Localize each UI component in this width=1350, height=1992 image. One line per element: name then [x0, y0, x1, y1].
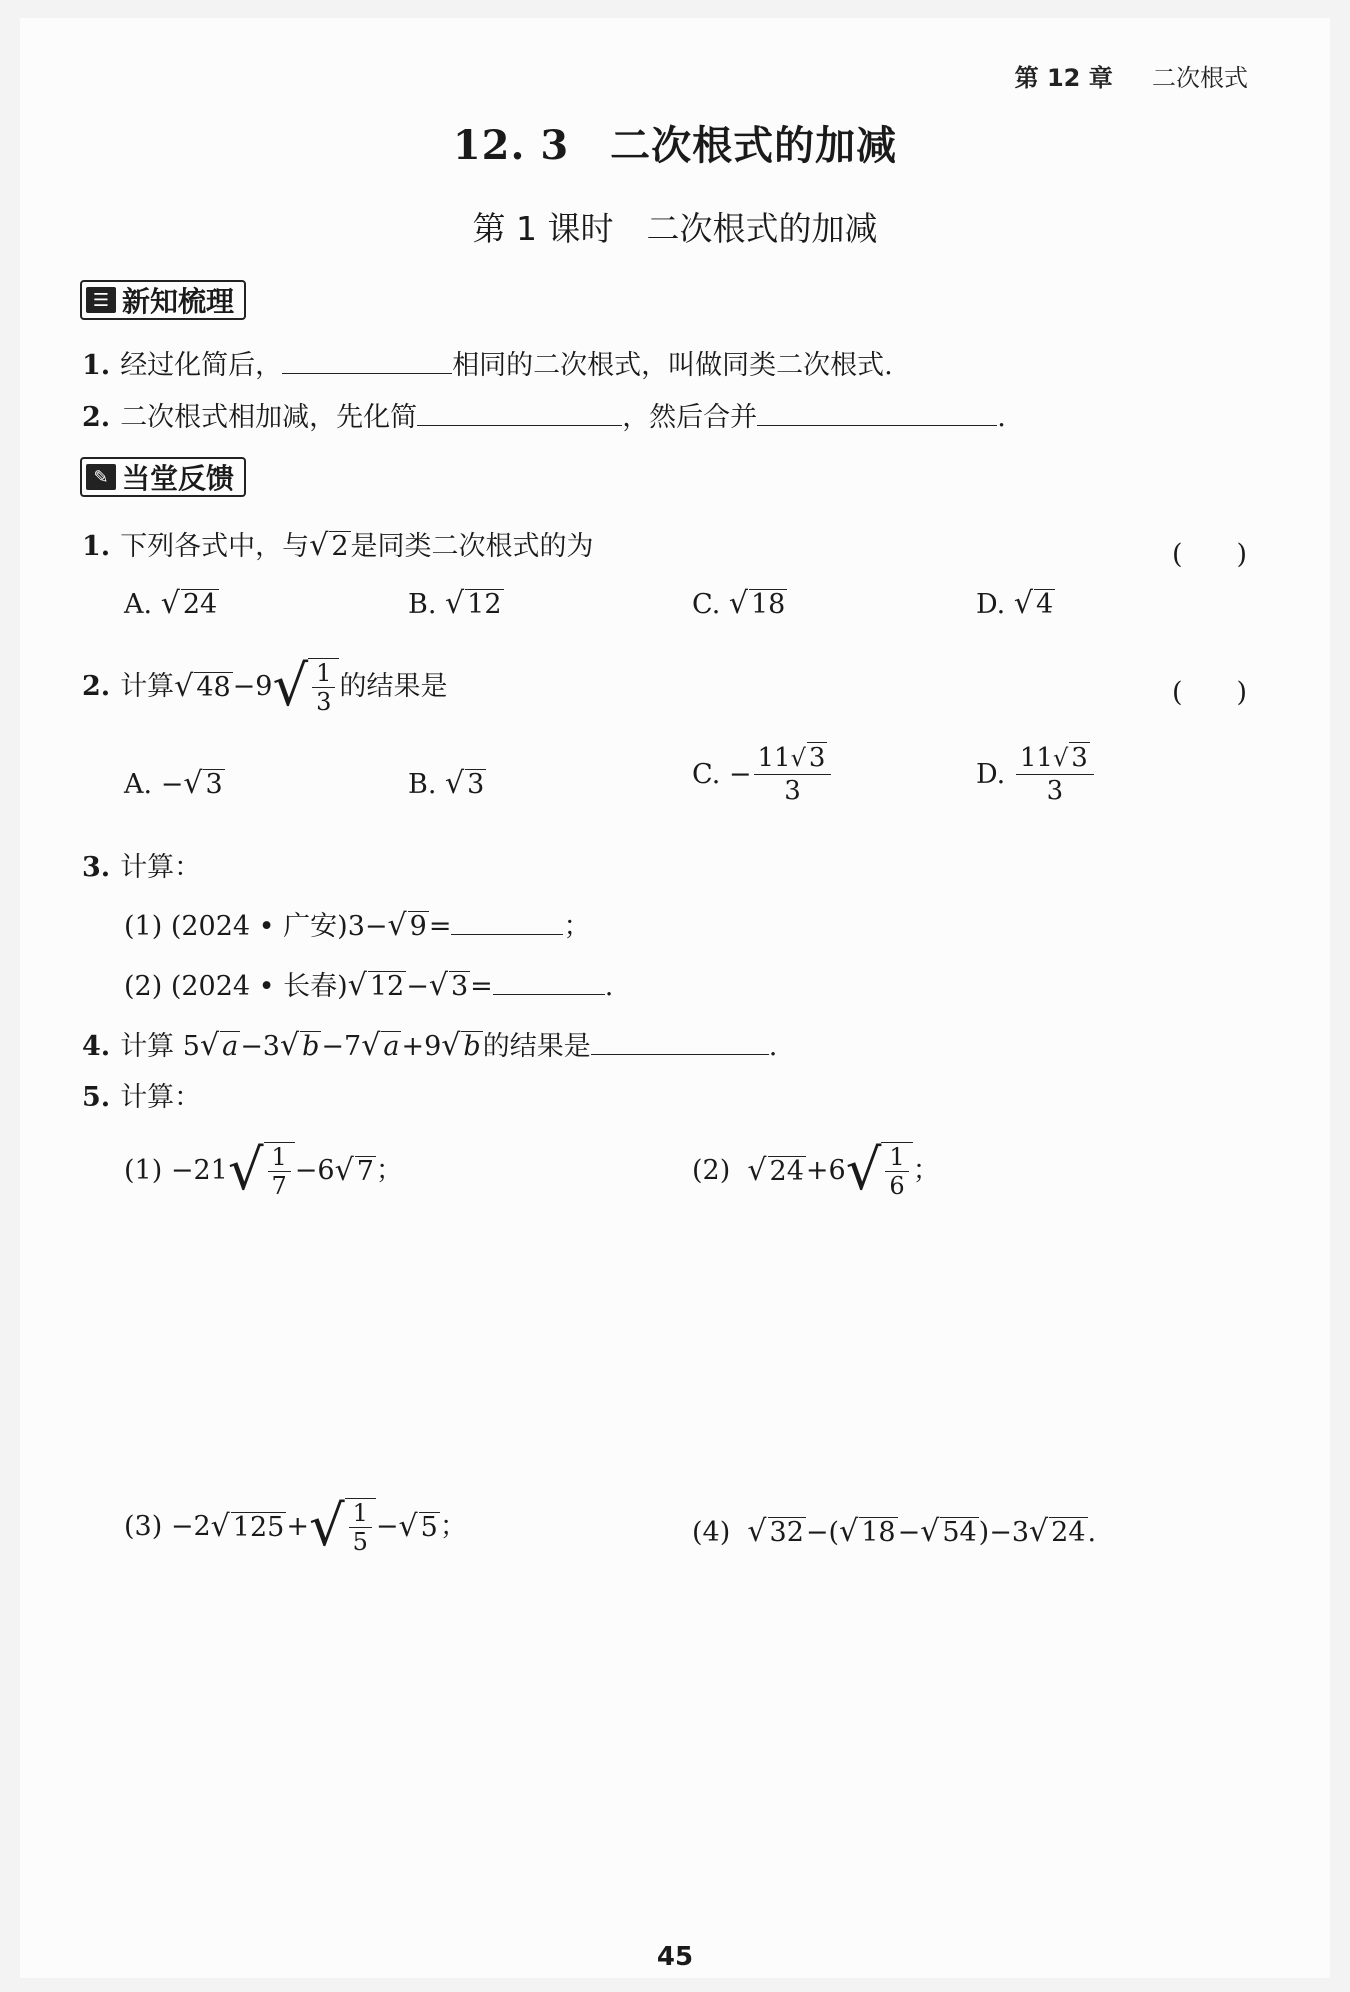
radicand: 4 — [1036, 589, 1054, 620]
question-text: 经过化简后， — [120, 350, 283, 381]
denominator: 6 — [889, 1172, 905, 1200]
operator: −( — [805, 1517, 840, 1548]
question-text: 的结果是 — [482, 1031, 591, 1062]
question-4: 4. 计算 5√ a−3√ b−7√ a+9√ b的结果是 . — [82, 1028, 778, 1063]
option-label: D. — [976, 589, 1006, 620]
running-header — [1015, 58, 1248, 93]
section-tag-label: 当堂反馈 — [122, 462, 235, 495]
answer-blank[interactable] — [282, 349, 452, 374]
operator: + — [286, 1511, 309, 1542]
question-number: 2. — [82, 402, 111, 433]
fill-question-2 — [82, 398, 1006, 438]
answer-blank[interactable] — [417, 401, 622, 426]
section-tag-label: 新知梳理 — [122, 285, 235, 318]
question-number: 5. — [82, 1082, 111, 1113]
radicand: 12 — [369, 971, 405, 1002]
coefficient: 11 — [1019, 743, 1053, 773]
radicand: 24 — [1051, 1517, 1086, 1548]
page-sheet — [20, 18, 1330, 1978]
question-text: 计算 5 — [120, 1031, 200, 1062]
radicand: 125 — [232, 1511, 285, 1543]
question-text: (2) (2024 • 长春) — [124, 971, 348, 1002]
radicand: 3 — [467, 769, 485, 800]
option-a[interactable]: A. −√ 3 — [124, 766, 223, 801]
operator: − — [897, 1517, 921, 1548]
question-text: 相同的二次根式，叫做同类二次根式. — [452, 350, 893, 381]
question-text: (1) (2024 • 广安)3− — [124, 911, 388, 942]
radicand: 48 — [196, 671, 231, 703]
question-text: 计算： — [120, 1082, 202, 1113]
question-text: (1) −21 — [124, 1155, 228, 1186]
question-number: 1. — [82, 531, 111, 562]
denominator: 5 — [352, 1528, 368, 1556]
book-icon: ☰ — [86, 287, 116, 313]
lesson-subtitle: 第 1 课时 二次根式的加减 — [472, 209, 878, 248]
punctuation: . — [768, 1031, 778, 1062]
option-label: D. — [976, 759, 1006, 790]
radicand: 7 — [356, 1155, 374, 1187]
punctuation: . — [604, 971, 614, 1002]
numerator: 1 — [312, 659, 335, 688]
operator: = — [428, 911, 452, 942]
section-tag-new-knowledge — [80, 280, 246, 320]
choice-question-1: 1. 下列各式中，与√ 2是同类二次根式的为 — [82, 528, 594, 563]
operator: −7 — [321, 1031, 362, 1062]
option-label: C. — [692, 589, 721, 620]
punctuation: . — [1087, 1517, 1097, 1548]
chapter-title: 二次根式 — [1152, 64, 1248, 92]
option-label: B. — [408, 589, 437, 620]
chapter-number: 第 12 章 — [1014, 64, 1113, 92]
radicand: 24 — [182, 589, 218, 620]
radicand: 54 — [942, 1517, 977, 1548]
option-label: A. — [124, 589, 153, 620]
answer-paren[interactable]: ( ) — [1172, 677, 1248, 708]
question-text: 二次根式相加减，先化简 — [120, 402, 418, 433]
operator: −6 — [294, 1155, 335, 1186]
option-b[interactable]: B. √ 12 — [408, 586, 502, 621]
answer-blank[interactable] — [757, 401, 997, 426]
numerator: 1 — [885, 1143, 908, 1172]
operator: − — [728, 759, 752, 790]
operator: = — [470, 971, 493, 1002]
punctuation: ； — [912, 1155, 940, 1186]
operator: −9 — [232, 671, 273, 702]
operator: − — [375, 1511, 399, 1542]
radicand: 3 — [205, 769, 223, 800]
radicand: 18 — [751, 589, 786, 620]
option-c[interactable]: C. − $\frac{11√ 3}{3}$ — [692, 742, 833, 807]
radicand: 18 — [861, 1517, 896, 1548]
radicand: 3 — [808, 743, 826, 773]
question-text: (4) — [692, 1517, 748, 1548]
sqrt-fraction: √ $\frac{1}{5}$ — [309, 1498, 376, 1556]
numerator: 1 — [268, 1143, 291, 1172]
question-text: 下列各式中，与 — [120, 531, 310, 562]
question-text: (3) −2 — [124, 1511, 211, 1542]
pencil-icon: ✎ — [86, 464, 116, 490]
punctuation: ； — [439, 1511, 467, 1542]
option-c[interactable]: C. √ 18 — [692, 586, 786, 621]
sqrt-fraction: √ $\frac{1}{3}$ — [272, 658, 339, 716]
question-text: 的结果是 — [339, 671, 448, 702]
denominator: 7 — [271, 1172, 287, 1200]
sqrt-fraction: √ $\frac{1}{7}$ — [228, 1142, 295, 1200]
denominator: 3 — [316, 688, 332, 716]
radicand: b — [302, 1031, 320, 1062]
question-text: (2) — [692, 1155, 748, 1186]
question-3 — [82, 848, 201, 888]
radicand: a — [222, 1031, 239, 1062]
punctuation: ； — [563, 911, 591, 942]
operator: +6 — [805, 1155, 846, 1186]
radicand: 9 — [409, 911, 427, 942]
coefficient: 11 — [757, 743, 791, 773]
question-text: 是同类二次根式的为 — [350, 531, 594, 562]
operator: )−3 — [978, 1517, 1030, 1548]
option-d[interactable]: D. $\frac{11√ 3}{3}$ — [976, 742, 1096, 807]
section-tag-classroom-feedback — [80, 457, 246, 497]
operator: − — [406, 971, 429, 1002]
question-text: 计算 — [120, 671, 175, 702]
radicand: 12 — [467, 589, 502, 620]
option-label: B. — [408, 769, 437, 800]
question-number: 3. — [82, 852, 111, 883]
question-5 — [82, 1078, 201, 1118]
option-b[interactable]: B. √ 3 — [408, 766, 485, 801]
answer-blank[interactable] — [493, 970, 605, 995]
question-3-part-2: (2) (2024 • 长春)√ 12−√ 3= . — [124, 968, 614, 1003]
question-text: ，然后合并 — [622, 402, 758, 433]
question-5-part-4: (4) √ 32−(√ 18−√ 54)−3√ 24. — [692, 1514, 1097, 1549]
punctuation: ； — [375, 1155, 403, 1186]
denominator: 3 — [1046, 776, 1064, 806]
answer-blank[interactable] — [451, 910, 563, 935]
question-5-part-1: (1) −21 √ $\frac{1}{7}$ −6 √ 7 ； — [124, 1138, 403, 1203]
radicand: 3 — [450, 971, 469, 1002]
fill-question-1 — [82, 346, 893, 386]
radicand: 5 — [420, 1511, 438, 1543]
question-3-part-1: (1) (2024 • 广安)3−√ 9= ； — [124, 908, 591, 943]
radicand: b — [463, 1031, 481, 1062]
question-number: 4. — [82, 1031, 111, 1062]
radicand: 24 — [769, 1155, 804, 1187]
question-text: . — [997, 402, 1006, 433]
question-5-part-3: (3) −2 √ 125 + √ $\frac{1}{5}$ − √ 5 ； — [124, 1494, 467, 1559]
option-label: C. — [692, 759, 721, 790]
radicand: 32 — [769, 1517, 804, 1548]
answer-blank[interactable] — [591, 1030, 769, 1055]
option-label: A. — [124, 769, 153, 800]
radicand: a — [383, 1031, 400, 1062]
operator: −3 — [240, 1031, 280, 1062]
answer-paren[interactable]: ( ) — [1172, 539, 1248, 570]
section-title: 12. 3 二次根式的加减 — [452, 122, 898, 169]
operator: − — [160, 769, 184, 800]
page-number: 45 — [656, 1942, 694, 1972]
question-5-part-2: (2) √ 24 +6 √ $\frac{1}{6}$ ； — [692, 1138, 940, 1203]
question-number: 1. — [82, 350, 111, 381]
denominator: 3 — [784, 776, 801, 806]
radicand: 2 — [331, 531, 349, 562]
sqrt-fraction: √ $\frac{1}{6}$ — [846, 1142, 913, 1200]
numerator: 1 — [349, 1499, 372, 1528]
radicand: 3 — [1071, 743, 1088, 773]
choice-question-2: 2. 计算 √ 48 −9 √ $\frac{1}{3}$ 的结果是 — [82, 654, 448, 719]
question-text: 计算： — [120, 852, 202, 883]
question-number: 2. — [82, 671, 111, 702]
option-a[interactable]: A. √ 24 — [124, 586, 218, 621]
operator: +9 — [401, 1031, 442, 1062]
option-d[interactable]: D. √ 4 — [976, 586, 1054, 621]
